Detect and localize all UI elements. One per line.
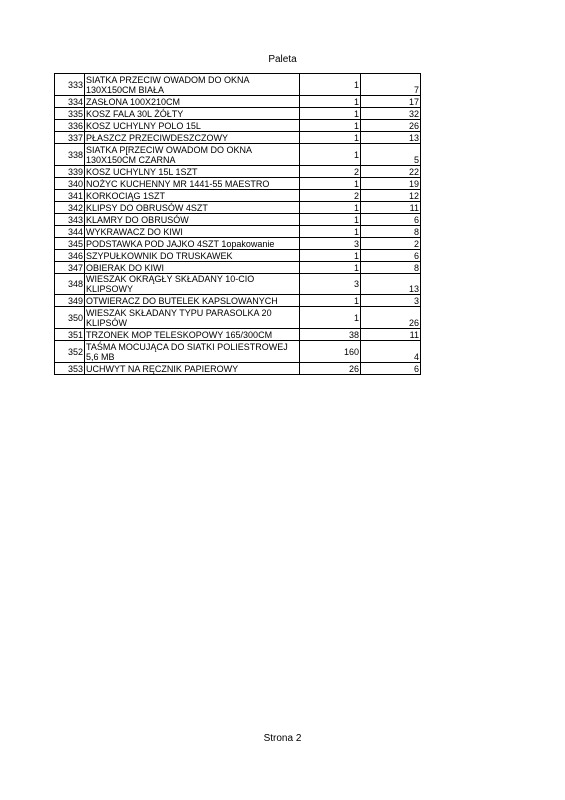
item-quantity: 1 [300,214,361,226]
item-quantity: 1 [300,74,361,96]
item-name: KLIPSY DO OBRUSÓW 4SZT [85,202,300,214]
table-row [55,178,421,190]
item-name: TAŚMA MOCUJĄCA DO SIATKI POLIESTROWEJ 5,6 MB [85,341,300,363]
item-name: SIATKA PRZECIW OWADOM DO OKNA 130X150CM BIAŁA [85,74,300,96]
row-number: 350 [55,307,85,329]
item-value: 8 [361,262,421,274]
row-number: 333 [55,74,85,96]
item-name: KLAMRY DO OBRUSÓW [85,214,300,226]
table-row [55,295,421,307]
row-number: 352 [55,341,85,363]
item-name: KOSZ FALA 30L ŻÓŁTY [85,108,300,120]
item-value: 26 [361,307,421,329]
item-name: SZYPUŁKOWNIK DO TRUSKAWEK [85,250,300,262]
item-name: KOSZ UCHYLNY 15L 1SZT [85,166,300,178]
item-quantity: 1 [300,262,361,274]
table-row [55,96,421,108]
item-value: 4 [361,341,421,363]
row-number: 337 [55,132,85,144]
table-row [55,190,421,202]
item-value: 6 [361,363,421,375]
item-quantity: 3 [300,274,361,295]
table-row [55,262,421,274]
item-value: 11 [361,202,421,214]
item-value: 6 [361,250,421,262]
item-name: WIESZAK OKRĄGŁY SKŁADANY 10-CIO KLIPSOWY [85,274,300,295]
table-row [55,226,421,238]
item-quantity: 160 [300,341,361,363]
table-row [55,120,421,132]
table-row [55,144,421,166]
item-quantity: 1 [300,132,361,144]
table-row [55,132,421,144]
item-value: 17 [361,96,421,108]
item-name: NOŻYC KUCHENNY MR 1441-55 MAESTRO [85,178,300,190]
item-name: PODSTAWKA POD JAJKO 4SZT 1opakowanie [85,238,300,250]
item-quantity: 2 [300,190,361,202]
row-number: 336 [55,120,85,132]
row-number: 353 [55,363,85,375]
item-name: ZASŁONA 100X210CM [85,96,300,108]
item-name: WIESZAK SKŁADANY TYPU PARASOLKA 20 KLIPSÓW [85,307,300,329]
item-quantity: 1 [300,307,361,329]
item-quantity: 1 [300,250,361,262]
item-name: KORKOCIĄG 1SZT [85,190,300,202]
row-number: 348 [55,274,85,295]
row-number: 349 [55,295,85,307]
item-quantity: 1 [300,108,361,120]
item-value: 13 [361,274,421,295]
items-table [54,73,421,375]
item-quantity: 1 [300,226,361,238]
item-name: UCHWYT NA RĘCZNIK PAPIEROWY [85,363,300,375]
item-quantity: 1 [300,144,361,166]
item-name: OTWIERACZ DO BUTELEK KAPSLOWANYCH [85,295,300,307]
item-value: 5 [361,144,421,166]
item-name: OBIERAK DO KIWI [85,262,300,274]
item-quantity: 1 [300,96,361,108]
items-table-body [55,74,421,375]
item-value: 12 [361,190,421,202]
item-name: WYKRAWACZ DO KIWI [85,226,300,238]
item-name: KOSZ UCHYLNY POLO 15L [85,120,300,132]
item-quantity: 1 [300,295,361,307]
item-value: 7 [361,74,421,96]
item-value: 13 [361,132,421,144]
page-footer: Strona 2 [263,733,302,744]
table-row [55,329,421,341]
table-row [55,214,421,226]
table-row [55,202,421,214]
table-row [55,274,421,295]
item-value: 2 [361,238,421,250]
row-number: 351 [55,329,85,341]
table-row [55,238,421,250]
item-name: SIATKA P[RZECIW OWADOM DO OKNA 130X150CM CZARNA [85,144,300,166]
table-row [55,341,421,363]
item-value: 3 [361,295,421,307]
row-number: 341 [55,190,85,202]
item-value: 6 [361,214,421,226]
item-quantity: 2 [300,166,361,178]
row-number: 340 [55,178,85,190]
item-name: TRZONEK MOP TELESKOPOWY 165/300CM [85,329,300,341]
item-value: 22 [361,166,421,178]
row-number: 347 [55,262,85,274]
item-name: PŁASZCZ PRZECIWDESZCZOWY [85,132,300,144]
item-value: 19 [361,178,421,190]
item-value: 11 [361,329,421,341]
row-number: 335 [55,108,85,120]
item-quantity: 38 [300,329,361,341]
row-number: 334 [55,96,85,108]
item-value: 8 [361,226,421,238]
item-quantity: 1 [300,120,361,132]
table-row [55,108,421,120]
row-number: 343 [55,214,85,226]
page-header: Paleta [268,54,297,65]
table-row [55,307,421,329]
row-number: 342 [55,202,85,214]
table-row [55,74,421,96]
row-number: 346 [55,250,85,262]
table-row [55,363,421,375]
row-number: 344 [55,226,85,238]
table-row [55,250,421,262]
item-quantity: 1 [300,178,361,190]
item-quantity: 1 [300,202,361,214]
item-quantity: 26 [300,363,361,375]
row-number: 338 [55,144,85,166]
item-quantity: 3 [300,238,361,250]
item-value: 26 [361,120,421,132]
item-value: 32 [361,108,421,120]
row-number: 339 [55,166,85,178]
row-number: 345 [55,238,85,250]
table-row [55,166,421,178]
